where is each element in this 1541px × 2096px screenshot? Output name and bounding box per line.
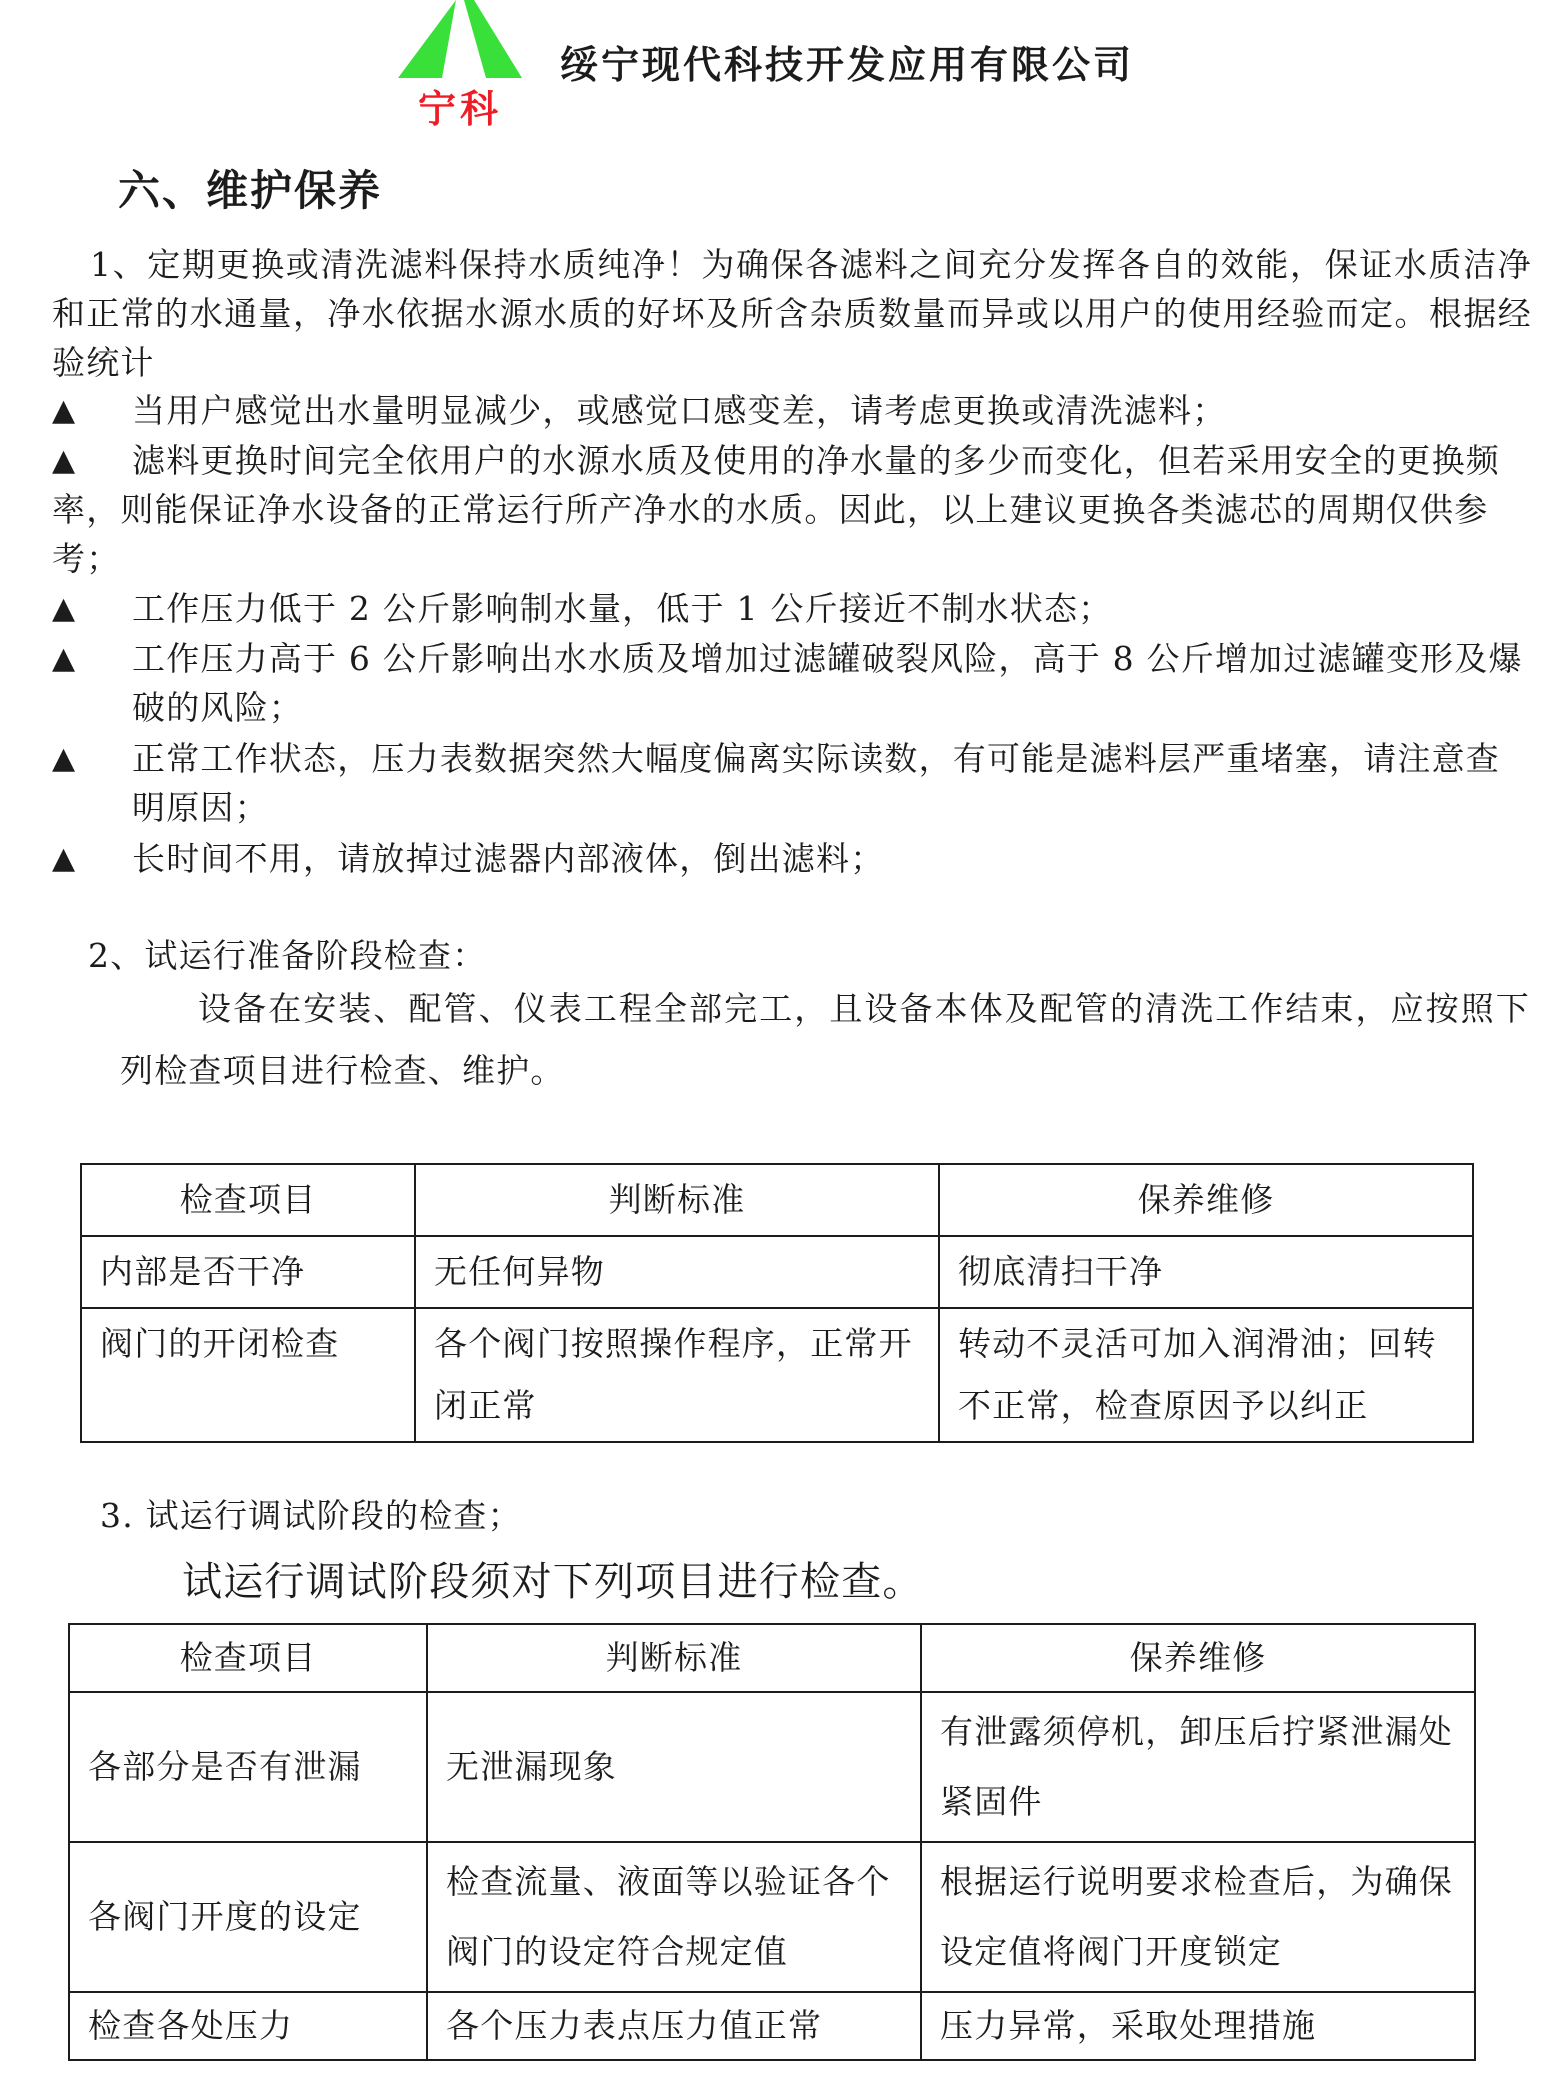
- part1-intro: 1、定期更换或清洗滤料保持水质纯净！为确保各滤料之间充分发挥各自的效能，保证水质洁净和正常的水通量，净水依据水源水质的好坏及所含杂质数量而异或以用户的使用经验而定。根据经验统计: [52, 245, 1532, 382]
- company-logo: [390, 0, 530, 131]
- bullet-text: 长时间不用，请放掉过滤器内部液体，倒出滤料；: [132, 839, 885, 878]
- table-cell: 检查流量、液面等以验证各个阀门的设定符合规定值: [427, 1842, 921, 1992]
- bullet-item: [52, 386, 1532, 435]
- table-cell: 彻底清扫干净: [939, 1236, 1473, 1308]
- table-cell: 无任何异物: [415, 1236, 939, 1308]
- bullet-item: [52, 834, 1532, 883]
- table-cell: 根据运行说明要求检查后，为确保设定值将阀门开度锁定: [921, 1842, 1475, 1992]
- part2-text: 设备在安装、配管、仪表工程全部完工，且设备本体及配管的清洗工作结束，应按照下列检查项目进行检查、维护。: [120, 989, 1530, 1090]
- table-header-cell: 保养维修: [921, 1624, 1475, 1692]
- table-cell: 各部分是否有泄漏: [69, 1692, 427, 1842]
- table-header-cell: 保养维修: [939, 1164, 1473, 1236]
- part2-heading: 2、试运行准备阶段检查：: [88, 936, 487, 975]
- trial-run-table: [68, 1623, 1476, 2061]
- bullet-item: [52, 734, 1532, 832]
- page-header: [0, 0, 1541, 130]
- table-header-row: [81, 1164, 1473, 1236]
- table-cell: 各个阀门按照操作程序，正常开闭正常: [415, 1308, 939, 1442]
- bullet-text: 当用户感觉出水量明显减少，或感觉口感变差，请考虑更换或清洗滤料；: [132, 391, 1227, 430]
- table-cell: 有泄露须停机，卸压后拧紧泄漏处紧固件: [921, 1692, 1475, 1842]
- table-cell: 内部是否干净: [81, 1236, 415, 1308]
- triangle-bullet-icon: ▲: [52, 841, 77, 876]
- table-row: [81, 1308, 1473, 1442]
- logo-text: 宁科: [417, 87, 502, 131]
- table-row: [69, 1692, 1475, 1842]
- table-cell: 各个压力表点压力值正常: [427, 1992, 921, 2060]
- precheck-table: [80, 1163, 1474, 1443]
- bullet-text: 正常工作状态，压力表数据突然大幅度偏离实际读数，有可能是滤料层严重堵塞，请注意查明原因；: [132, 739, 1500, 827]
- table-header-cell: 判断标准: [415, 1164, 939, 1236]
- bullet-text: 滤料更换时间完全依用户的水源水质及使用的净水量的多少而变化，但若采用安全的更换频率，则能保证净水设备的正常运行所产净水的水质。因此，以上建议更换各类滤芯的周期仅供参考；: [52, 441, 1500, 578]
- table-cell: 检查各处压力: [69, 1992, 427, 2060]
- table-cell: 无泄漏现象: [427, 1692, 921, 1842]
- part3-subheading: 试运行调试阶段须对下列项目进行检查。: [182, 1559, 924, 1605]
- bullet-item: [52, 436, 1532, 583]
- table-cell: 压力异常，采取处理措施: [921, 1992, 1475, 2060]
- company-name: 绥宁现代科技开发应用有限公司: [560, 43, 1135, 87]
- bullet-item: [52, 634, 1532, 732]
- table-cell: 阀门的开闭检查: [81, 1308, 415, 1442]
- table-header-cell: 判断标准: [427, 1624, 921, 1692]
- table-row: [69, 1992, 1475, 2060]
- section-title: 六、维护保养: [118, 166, 383, 215]
- bullet-item: [52, 584, 1532, 633]
- table-header-row: [69, 1624, 1475, 1692]
- triangle-bullet-icon: ▲: [52, 591, 77, 626]
- table-cell: 转动不灵活可加入润滑油；回转不正常，检查原因予以纠正: [939, 1308, 1473, 1442]
- triangle-bullet-icon: ▲: [52, 443, 77, 478]
- table-header-cell: 检查项目: [69, 1624, 427, 1692]
- triangle-bullet-icon: ▲: [52, 641, 77, 676]
- table-cell: 各阀门开度的设定: [69, 1842, 427, 1992]
- triangle-bullet-icon: ▲: [52, 393, 77, 428]
- table-row: [69, 1842, 1475, 1992]
- bullet-text: 工作压力低于 2 公斤影响制水量，低于 1 公斤接近不制水状态；: [132, 589, 1113, 628]
- triangle-bullet-icon: ▲: [52, 741, 77, 776]
- table-row: [81, 1236, 1473, 1308]
- table-header-cell: 检查项目: [81, 1164, 415, 1236]
- part3-heading: 3. 试运行调试阶段的检查；: [100, 1496, 522, 1535]
- bullet-text: 工作压力高于 6 公斤影响出水水质及增加过滤罐破裂风险，高于 8 公斤增加过滤罐变形及爆破的风险；: [132, 639, 1523, 727]
